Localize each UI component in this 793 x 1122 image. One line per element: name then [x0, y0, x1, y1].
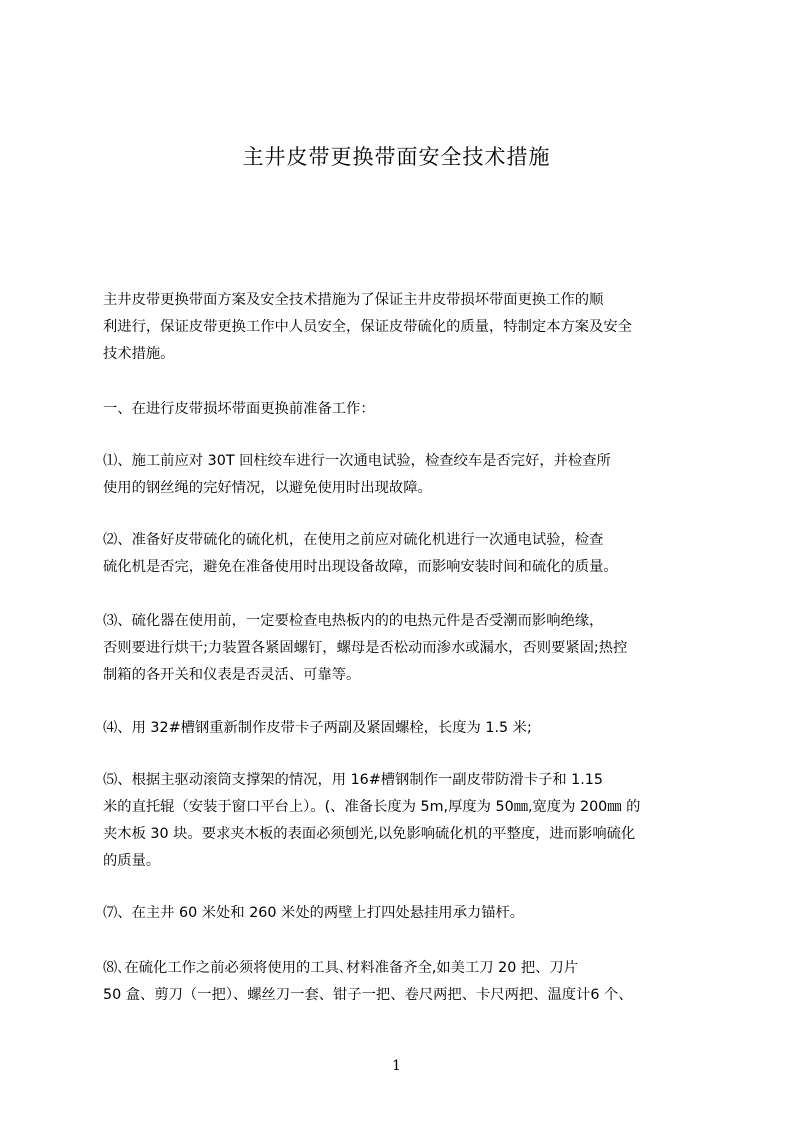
item-1	[103, 448, 711, 502]
document-title: 主井皮带更换带面安全技术措施	[242, 145, 551, 169]
section-heading	[103, 396, 711, 423]
item-8	[103, 955, 711, 1009]
item-2	[103, 527, 711, 581]
text-line: 50 盒、剪刀（一把）、螺丝刀一套、钳子一把、卷尺两把、卡尺两把、温度计6 个、	[103, 987, 633, 1003]
text-line: ⑶、硫化器在使用前，一定要检查电热板内的的电热元件是否受潮而影响绝缘，	[103, 613, 604, 629]
text-line: 利进行，保证皮带更换工作中人员安全，保证皮带硫化的质量，特制定本方案及安全	[103, 319, 632, 335]
text-line: 硫化机是否完，避免在准备使用时出现设备故障，而影响安装时间和硫化的质量。	[103, 559, 618, 575]
text-line: ⑴、施工前应对 30T 回柱绞车进行一次通电试验，检查绞车是否完好，并检查所	[103, 453, 611, 469]
text-line: 夹木板 30 块。要求夹木板的表面必须刨光,以免影响硫化机的平整度，进而影响硫化	[103, 826, 636, 842]
text-line: 制箱的各开关和仪表是否灵活、可靠等。	[103, 667, 361, 683]
text-line: ⑺、在主井 60 米处和 260 米处的两壁上打四处悬挂用承力锚杆。	[103, 905, 525, 921]
intro-paragraph	[103, 287, 711, 368]
text-line: 米的直托辊（安装于窗口平台上）。(、准备长度为 5m,厚度为 50㎜,宽度为 200㎜ 的	[103, 799, 641, 815]
text-line: ⑸、根据主驱动滚筒支撑架的情况，用 16#槽钢制作一副皮带防滑卡子和 1.15	[103, 772, 603, 788]
item-3	[103, 608, 711, 689]
text-line: 使用的钢丝绳的完好情况，以避免使用时出现故障。	[103, 480, 432, 496]
text-line: 主井皮带更换带面方案及安全技术措施为了保证主井皮带损坏带面更换工作的顺	[103, 292, 604, 308]
text-line: ⑻､在硫化工作之前必须将使用的工具､材料准备齐全,如美工刀 20 把、刀片	[103, 960, 579, 976]
item-5	[103, 767, 711, 875]
page-number: 1	[392, 1058, 401, 1074]
text-line: 的质量。	[103, 853, 161, 869]
item-4	[103, 715, 711, 742]
text-line: 否则要进行烘干;力装置各紧固螺钉，螺母是否松动而渗水或漏水，否则要紧固;热控	[103, 640, 628, 656]
section-heading-text: 一、在进行皮带损坏带面更换前准备工作：	[103, 401, 375, 417]
text-line: ⑵、准备好皮带硫化的硫化机，在使用之前应对硫化机进行一次通电试验，检查	[103, 532, 604, 548]
text-line: ⑷、用 32#槽钢重新制作皮带卡子两副及紧固螺栓，长度为 1.5 米;	[103, 720, 532, 736]
item-7	[103, 900, 711, 927]
text-line: 技术措施。	[103, 346, 175, 362]
